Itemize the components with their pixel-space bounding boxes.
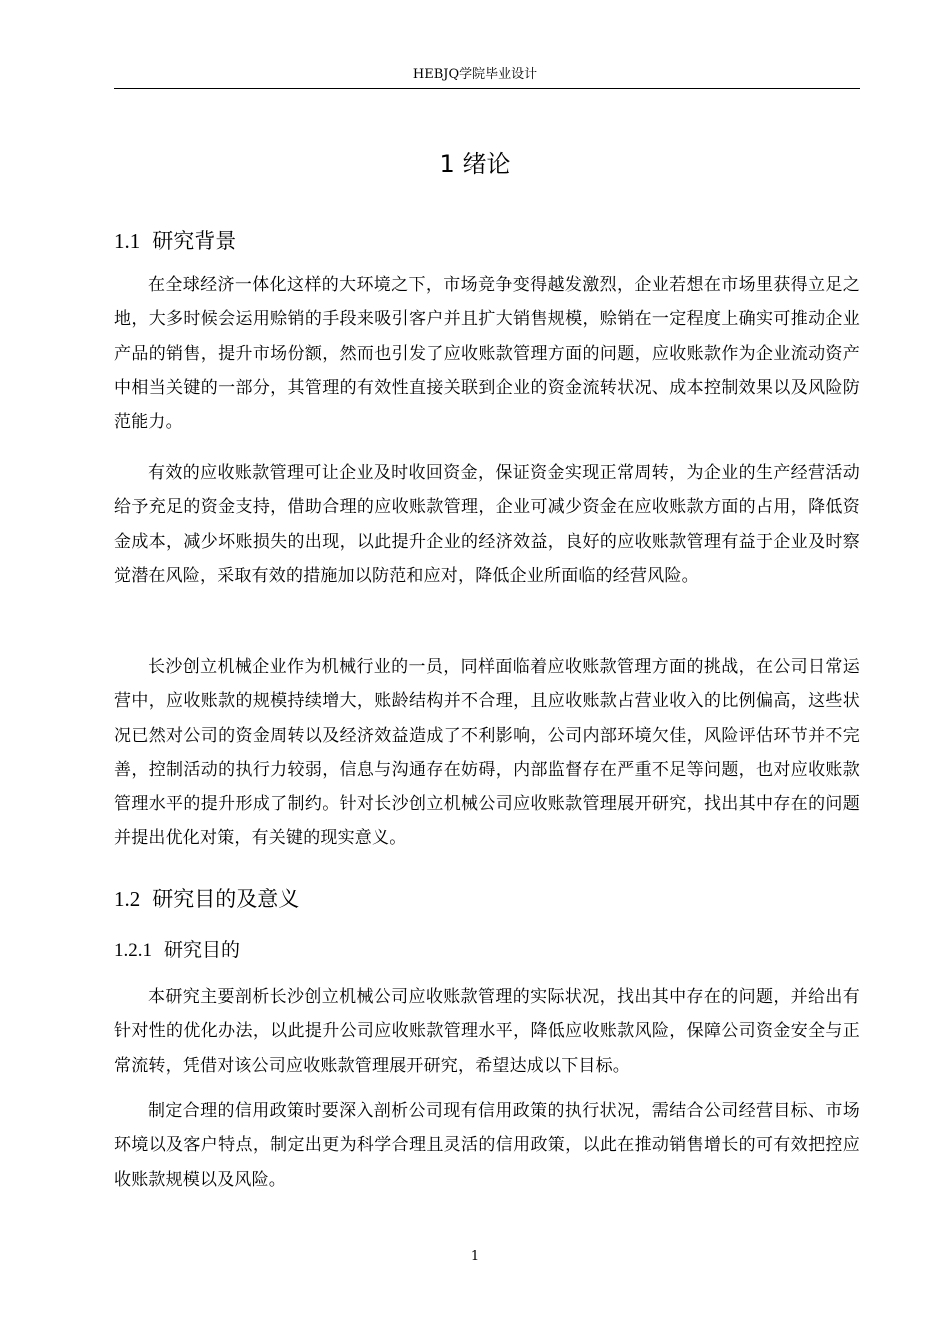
section-title: 研究目的及意义 (152, 887, 300, 911)
paragraph-1-1-a: 在全球经济一体化这样的大环境之下，市场竞争变得越发激烈，企业若想在市场里获得立足之地，大多时候会运用赊销的手段来吸引客户并且扩大销售规模，赊销在一定程度上确实可推动企业产品的销售，提升市场份额，然而也引发了应收账款管理方面的问题，应收账款作为企业流动资产中相当关键的一部分，其管理的有效性直接关联到企业的资金流转状况、成本控制效果以及风险防范能力。 (114, 275, 860, 433)
section-title: 研究背景 (152, 229, 237, 253)
subsection-heading-1-2-1 (114, 936, 240, 965)
section-heading-1-2 (114, 884, 299, 914)
section-number: 1.2 (114, 887, 141, 911)
page-number: 1 (470, 1249, 480, 1264)
subsection-number: 1.2.1 (114, 940, 152, 961)
header-rule (114, 88, 860, 89)
page-header: HEBJQ学院毕业设计 (412, 67, 538, 82)
paragraph-1-2-1-a: 本研究主要剖析长沙创立机械公司应收账款管理的实际状况，找出其中存在的问题，并给出有针对性的优化办法，以此提升公司应收账款管理水平，降低应收账款风险，保障公司资金安全与正常流转，凭借对该公司应收账款管理展开研究，希望达成以下目标。 (114, 987, 860, 1076)
paragraph-1-2-1-b: 制定合理的信用政策时要深入剖析公司现有信用政策的执行状况，需结合公司经营目标、市场环境以及客户特点，制定出更为科学合理且灵活的信用政策，以此在推动销售增长的可有效把控应收账款规模以及风险。 (114, 1101, 860, 1190)
chapter-title: 1 绪论 (439, 150, 511, 178)
subsection-title: 研究目的 (164, 939, 241, 961)
paragraph-1-1-b: 有效的应收账款管理可让企业及时收回资金，保证资金实现正常周转，为企业的生产经营活动给予充足的资金支持，借助合理的应收账款管理，企业可减少资金在应收账款方面的占用，降低资金成本，减少坏账损失的出现，以此提升企业的经济效益，良好的应收账款管理有益于企业及时察觉潜在风险，采取有效的措施加以防范和应对，降低企业所面临的经营风险。 (114, 463, 860, 586)
section-heading-1-1 (114, 226, 236, 256)
section-number: 1.1 (114, 229, 141, 253)
paragraph-1-1-c: 长沙创立机械企业作为机械行业的一员，同样面临着应收账款管理方面的挑战，在公司日常运营中，应收账款的规模持续增大，账龄结构并不合理，且应收账款占营业收入的比例偏高，这些状况已然对公司的资金周转以及经济效益造成了不利影响，公司内部环境欠佳，风险评估环节并不完善，控制活动的执行力较弱，信息与沟通存在妨碍，内部监督存在严重不足等问题，也对应收账款管理水平的提升形成了制约。针对长沙创立机械公司应收账款管理展开研究，找出其中存在的问题并提出优化对策，有关键的现实意义。 (114, 657, 860, 849)
